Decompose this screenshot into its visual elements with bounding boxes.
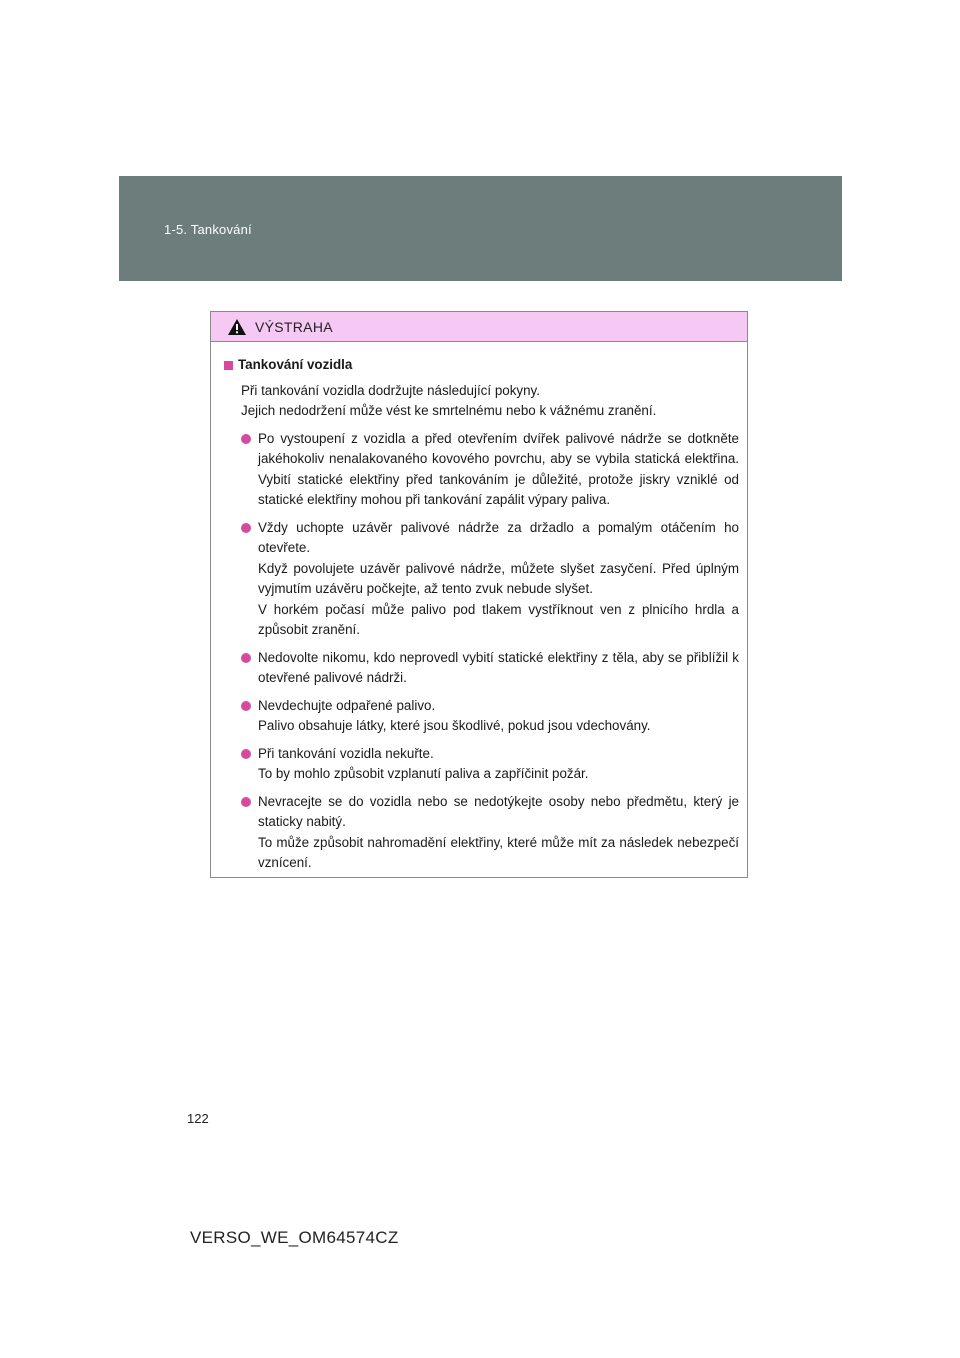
round-bullet-icon — [241, 749, 251, 759]
list-item-text — [258, 518, 741, 641]
list-item-paragraph: Když povolujete uzávěr palivové nádrže, můžete slyšet zasyčení. Před úplným vyjmutím uzávěru počkejte, až tento zvuk nebude slyšet. — [258, 560, 739, 596]
round-bullet-icon — [241, 701, 251, 711]
page-number: 122 — [187, 1111, 209, 1126]
round-bullet-icon — [241, 523, 251, 533]
warning-intro — [224, 381, 741, 422]
list-item-paragraph: Po vystoupení z vozidla a před otevřením dvířek palivové nádrže se dotkněte jakéhokoliv nenalakovaného kovového povrchu, aby se vybila statická elektřina. Vybití statické elektřiny před tankováním je důležité, protože jiskry vzniklé od statické elektřiny mohou při tankování zapálit výpary paliva. — [258, 430, 739, 507]
list-item — [224, 648, 741, 689]
warning-box — [210, 311, 748, 878]
list-item — [224, 518, 741, 641]
warning-body — [211, 342, 747, 874]
list-item-paragraph: Palivo obsahuje látky, které jsou škodlivé, pokud jsou vdechovány. — [258, 718, 651, 733]
section-header-band — [119, 176, 842, 281]
list-item — [224, 696, 741, 737]
warning-subheading — [224, 355, 741, 376]
intro-line: Jejich nedodržení může vést ke smrtelnému nebo k vážnému zranění. — [241, 403, 657, 418]
list-item — [224, 429, 741, 511]
list-item-paragraph: Nevdechujte odpařené palivo. — [258, 697, 436, 713]
list-item-text — [258, 429, 741, 511]
list-item-paragraph: Nevracejte se do vozidla nebo se nedotýkejte osoby nebo předmětu, který je staticky nabitý. — [258, 793, 739, 829]
intro-line: Při tankování vozidla dodržujte následující pokyny. — [241, 382, 540, 398]
list-item-text — [258, 744, 741, 785]
list-item-paragraph: V horkém počasí může palivo pod tlakem vystříknout ven z plnicího hrdla a způsobit zranění. — [258, 601, 739, 637]
list-item-text — [258, 792, 741, 874]
list-item — [224, 792, 741, 874]
list-item-paragraph: To může způsobit nahromadění elektřiny, které může mít za následek nebezpečí vznícení. — [258, 834, 739, 870]
round-bullet-icon — [241, 434, 251, 444]
document-code: VERSO_WE_OM64574CZ — [190, 1228, 399, 1247]
warning-header — [211, 312, 747, 342]
round-bullet-icon — [241, 653, 251, 663]
list-item-text — [258, 648, 741, 689]
warning-triangle-icon — [227, 318, 247, 336]
square-bullet-icon — [224, 361, 233, 370]
list-item-text — [258, 696, 741, 737]
list-item-paragraph: Při tankování vozidla nekuřte. — [258, 745, 434, 761]
list-item-paragraph: Vždy uchopte uzávěr palivové nádrže za držadlo a pomalým otáčením ho otevřete. — [258, 519, 739, 555]
section-title: 1-5. Tankování — [164, 222, 252, 237]
round-bullet-icon — [241, 797, 251, 807]
list-item-paragraph: Nedovolte nikomu, kdo neprovedl vybití statické elektřiny z těla, aby se přiblížil k otevřené palivové nádrži. — [258, 649, 739, 685]
list-item — [224, 744, 741, 785]
subheading-text: Tankování vozidla — [238, 357, 353, 372]
warning-title: VÝSTRAHA — [255, 318, 333, 335]
list-item-paragraph: To by mohlo způsobit vzplanutí paliva a zapříčinit požár. — [258, 766, 589, 781]
